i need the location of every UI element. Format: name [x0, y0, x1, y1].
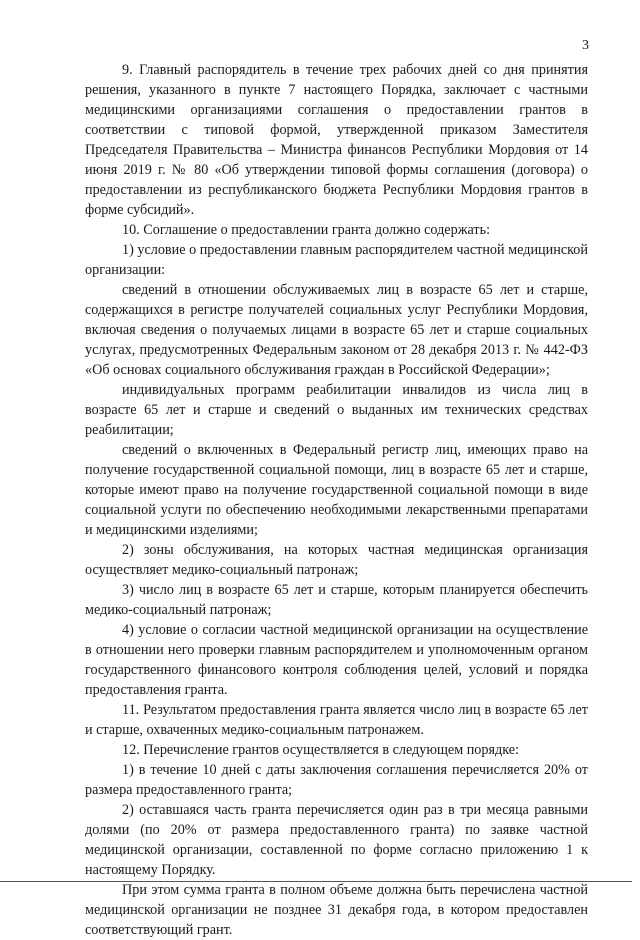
paragraph-10-item-1-registry: сведений в отношении обслуживаемых лиц в возрасте 65 лет и старше, содержащихся в регистре получателей социальных услуг Республики Мордовия, включая сведения о получаемых лицами в возрасте 65 лет и старше социальных услугах, предусмотренных Федеральным законом от 28 декабря 2013 г. № 442-ФЗ «Об основах социального обслуживания граждан в Российской Федерации»;: [85, 282, 588, 378]
paragraph-10-item-2: 2) зоны обслуживания, на которых частная медицинская организация осуществляет медико-социальный патронаж;: [85, 542, 588, 578]
paragraph-12-item-2: 2) оставшаяся часть гранта перечисляется один раз в три месяца равными долями (по 20% от размера предоставленного гранта) по заявке частной медицинской организации, составленной по форме согласно приложению 1 к настоящему Порядку.: [85, 802, 588, 878]
paragraph-11: 11. Результатом предоставления гранта является число лиц в возрасте 65 лет и старше, охваченных медико-социальным патронажем.: [85, 702, 588, 738]
paragraph-10: 10. Соглашение о предоставлении гранта должно содержать:: [122, 222, 491, 238]
bottom-rule: [0, 881, 632, 882]
paragraph-12-item-1: 1) в течение 10 дней с даты заключения соглашения перечисляется 20% от размера предоставленного гранта;: [85, 762, 588, 798]
paragraph-10-item-1-rehabilitation: индивидуальных программ реабилитации инвалидов из числа лиц в возрасте 65 лет и старше и сведений о выданных им технических средствах реабилитации;: [85, 382, 588, 438]
paragraph-12: 12. Перечисление грантов осуществляется в следующем порядке:: [122, 742, 520, 758]
page-number: 3: [582, 38, 589, 53]
paragraph-9: 9. Главный распорядитель в течение трех рабочих дней со дня принятия решения, указанного в пункте 7 настоящего Порядка, заключает с частными медицинскими организациями соглашения о предоставлении грантов в соответствии с типовой формой, утвержденной приказом Заместителя Председателя Правительства – Министра финансов Республики Мордовия от 14 июня 2019 г. № 80 «Об утверждении типовой формы соглашения (договора) о предоставлении из республиканского бюджета Республики Мордовия грантов в форме субсидий».: [85, 62, 588, 218]
paragraph-10-item-4: 4) условие о согласии частной медицинской организации на осуществление в отношении него проверки главным распорядителем и уполномоченным органом государственного финансового контроля соблюдения целей, условий и порядка предоставления гранта.: [85, 622, 588, 698]
paragraph-10-item-3: 3) число лиц в возрасте 65 лет и старше, которым планируется обеспечить медико-социальный патронаж;: [85, 582, 588, 618]
paragraph-final: При этом сумма гранта в полном объеме должна быть перечислена частной медицинской организации не позднее 31 декабря года, в котором предоставлен соответствующий грант.: [85, 882, 588, 938]
paragraph-10-item-1: 1) условие о предоставлении главным распорядителем частной медицинской организации:: [85, 242, 588, 278]
paragraph-10-item-1-federal-register: сведений о включенных в Федеральный регистр лиц, имеющих право на получение государственной социальной помощи, лиц в возрасте 65 лет и старше, которые имеют право на получение государственной социальной помощи в виде социальной услуги по обеспечению необходимыми лекарственными препаратами и медицинскими изделиями;: [85, 442, 588, 538]
document-body: [85, 60, 588, 940]
